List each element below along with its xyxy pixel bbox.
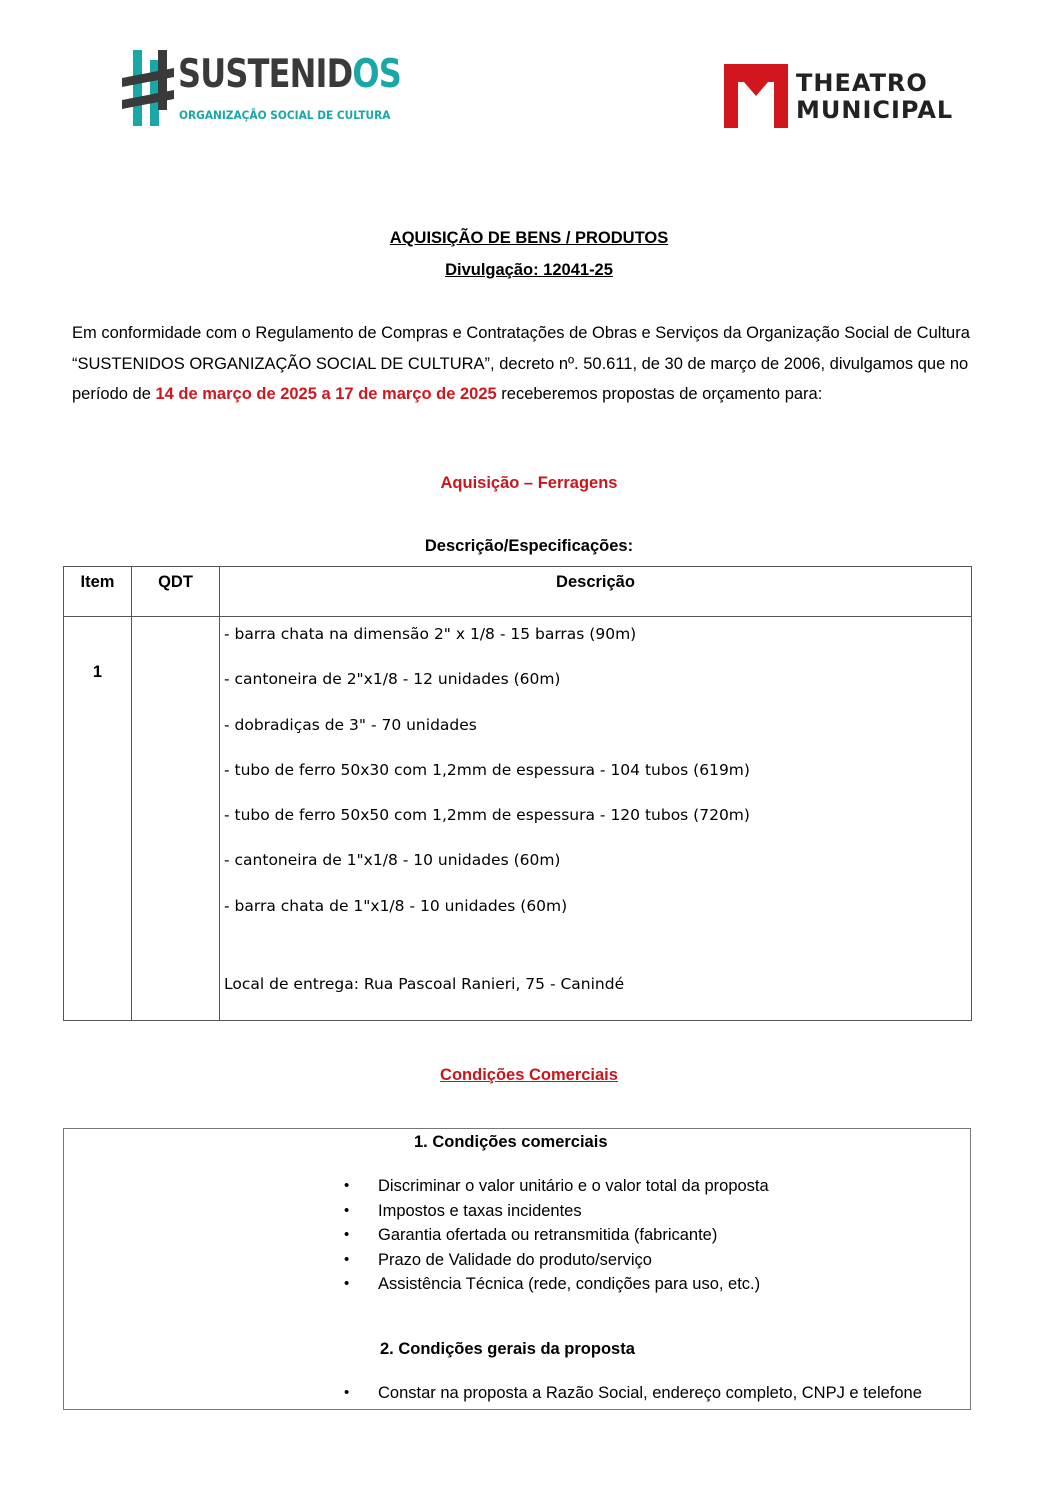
table-heading: Descrição/Especificações: xyxy=(424,537,634,555)
list-item: • Discriminar o valor unitário e o valor total da proposta xyxy=(64,1174,769,1199)
theatro-wordmark: THEATRO MUNICIPAL xyxy=(796,69,954,124)
section-title: Aquisição – Ferragens xyxy=(440,474,618,492)
item-number: 1 xyxy=(64,617,132,1021)
list-item: • Garantia ofertada ou retransmitida (fabricante) xyxy=(64,1223,769,1248)
conditions-list-2 xyxy=(64,1381,922,1406)
page-title: AQUISIÇÃO DE BENS / PRODUTOS xyxy=(389,229,669,247)
delivery-location: Local de entrega: Rua Pascoal Ranieri, 75 - Canindé xyxy=(224,975,625,994)
intro-paragraph: Em conformidade com o Regulamento de Compras e Contratações de Obras e Serviços da Organização Social de Cultura “SUSTENIDOS ORGANIZAÇÃO SOCIAL DE CULTURA”, decreto nº. 50.611, de 30 de março de 2006, divulgamos que no período de 14 de março de 2025 a 17 de março de 2025 receberemos propostas de orçamento para: xyxy=(72,324,970,403)
conditions-list-1 xyxy=(64,1174,769,1297)
list-item: • Prazo de Validade do produto/serviço xyxy=(64,1248,769,1273)
description-line: - barra chata na dimensão 2" x 1/8 - 15 barras (90m) xyxy=(224,625,637,643)
logo-wordmark: SUSTENIDOS xyxy=(178,52,401,97)
list-item: • Assistência Técnica (rede, condições para uso, etc.) xyxy=(64,1272,769,1297)
sustenidos-logo xyxy=(122,50,401,130)
conditions-heading-1: 1. Condições comerciais xyxy=(414,1133,608,1151)
description-line: - cantoneira de 2"x1/8 - 12 unidades (60m) xyxy=(224,670,561,689)
period-highlight: 14 de março de 2025 a 17 de março de 2025 xyxy=(155,385,497,403)
description-line: - barra chata de 1"x1/8 - 10 unidades (60m) xyxy=(224,896,568,915)
logo-tagline: ORGANIZAÇÃO SOCIAL DE CULTURA xyxy=(179,108,391,122)
item-description xyxy=(220,617,972,1021)
description-line: - dobradiças de 3" - 70 unidades xyxy=(224,715,477,734)
hash-logo-icon xyxy=(122,50,178,128)
item-qdt xyxy=(132,617,220,1021)
conditions-title: Condições Comerciais xyxy=(440,1066,618,1084)
divulgacao-number: Divulgação: 12041-25 xyxy=(445,261,613,279)
theatro-municipal-logo xyxy=(722,64,972,134)
header-qdt: QDT xyxy=(132,567,220,617)
description-line: - cantoneira de 1"x1/8 - 10 unidades (60m) xyxy=(224,851,561,870)
table-row xyxy=(64,617,972,1021)
header-descricao: Descrição xyxy=(220,567,972,617)
header-item: Item xyxy=(64,567,132,617)
table-header-row xyxy=(64,567,972,617)
conditions-box xyxy=(63,1128,971,1410)
items-table xyxy=(63,566,972,1021)
list-item: • Constar na proposta a Razão Social, endereço completo, CNPJ e telefone xyxy=(64,1381,922,1406)
list-item: • Impostos e taxas incidentes xyxy=(64,1199,769,1224)
conditions-heading-2: 2. Condições gerais da proposta xyxy=(380,1340,635,1358)
description-line: - tubo de ferro 50x30 com 1,2mm de espessura - 104 tubos (619m) xyxy=(224,760,750,779)
theatre-arch-icon xyxy=(724,64,788,128)
description-line: - tubo de ferro 50x50 com 1,2mm de espessura - 120 tubos (720m) xyxy=(224,806,750,825)
